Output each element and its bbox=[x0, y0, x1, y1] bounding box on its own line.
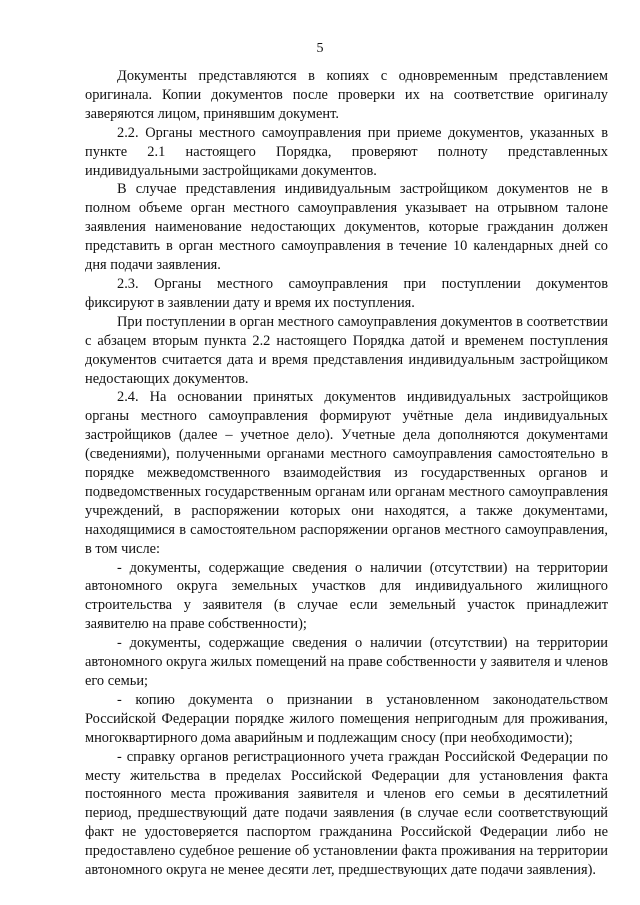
list-item-residential-premises: - документы, содержащие сведения о наличии (отсутствии) на территории автономного округа жилых помещений на праве собственности у заявителя и членов его семьи; bbox=[85, 635, 608, 689]
paragraph-2-3: 2.3. Органы местного самоуправления при поступлении документов фиксируют в заявлении дату и время их поступления. bbox=[85, 275, 608, 311]
paragraph-2-2: 2.2. Органы местного самоуправления при приеме документов, указанных в пункте 2.1 настоящего Порядка, проверяют полноту представленных индивидуальными застройщиками документов. bbox=[85, 124, 608, 179]
list-item-residence-certificate: - справку органов регистрационного учета граждан Российской Федерации по месту жительства в пределах Российской Федерации для установления факта постоянного места проживания заявителя и членов его семьи в десятилетний период, предшествующий дате подачи заявления (в случае если соответствующий факт не удостоверяется паспортом гражданина Российской Федерации либо не предоставлено судебное решение об установлении факта проживания на территории автономного округа не менее десяти лет, предшествующих дате подачи заявления). bbox=[85, 748, 608, 879]
paragraph-2-4: 2.4. На основании принятых документов индивидуальных застройщиков органы местного самоуправления формируют учётные дела индивидуальных застройщиков (далее – учетное дело). Учетные дела дополняются документами (сведениями), полученными органами местного самоуправления самостоятельно в порядке межведомственного взаимодействия из государственных органов и подведомственных государственным органам или органам местного самоуправления учреждений, в распоряжении которых они находятся, а также документами, находящимися в самостоятельном распоряжении органов местного самоуправления, в том числе: bbox=[85, 389, 608, 557]
list-item-unfit-housing: - копию документа о признании в установленном законодательством Российской Федерации порядке жилого помещения непригодным для проживания, многоквартирного дома аварийным и подлежащим сносу (при необходимости); bbox=[85, 691, 608, 746]
list-item-land-plots: - документы, содержащие сведения о наличии (отсутствии) на территории автономного округа земельных участков для индивидуального жилищного строительства у заявителя (в случае если земельный участок принадлежит заявителю на праве собственности); bbox=[85, 559, 608, 633]
paragraph-copies: Документы представляются в копиях с одновременным представлением оригинала. Копии документов после проверки их на соответствие оригиналу заверяются лицом, принявшим документ. bbox=[85, 68, 608, 122]
paragraph-incomplete-documents: В случае представления индивидуальным застройщиком документов не в полном объеме орган местного самоуправления указывает на отрывном талоне заявления наименование недостающих документов, которые гражданин должен представить в орган местного самоуправления в течение 10 календарных дней со дня подачи заявления. bbox=[85, 181, 608, 274]
page-number: 5 bbox=[316, 41, 324, 56]
paragraph-receipt-date: При поступлении в орган местного самоуправления документов в соответствии с абзацем вторым пункта 2.2 настоящего Порядка датой и временем поступления документов считается дата и время представления индивидуальным застройщиком недостающих документов. bbox=[85, 313, 608, 387]
document-body bbox=[85, 67, 608, 880]
